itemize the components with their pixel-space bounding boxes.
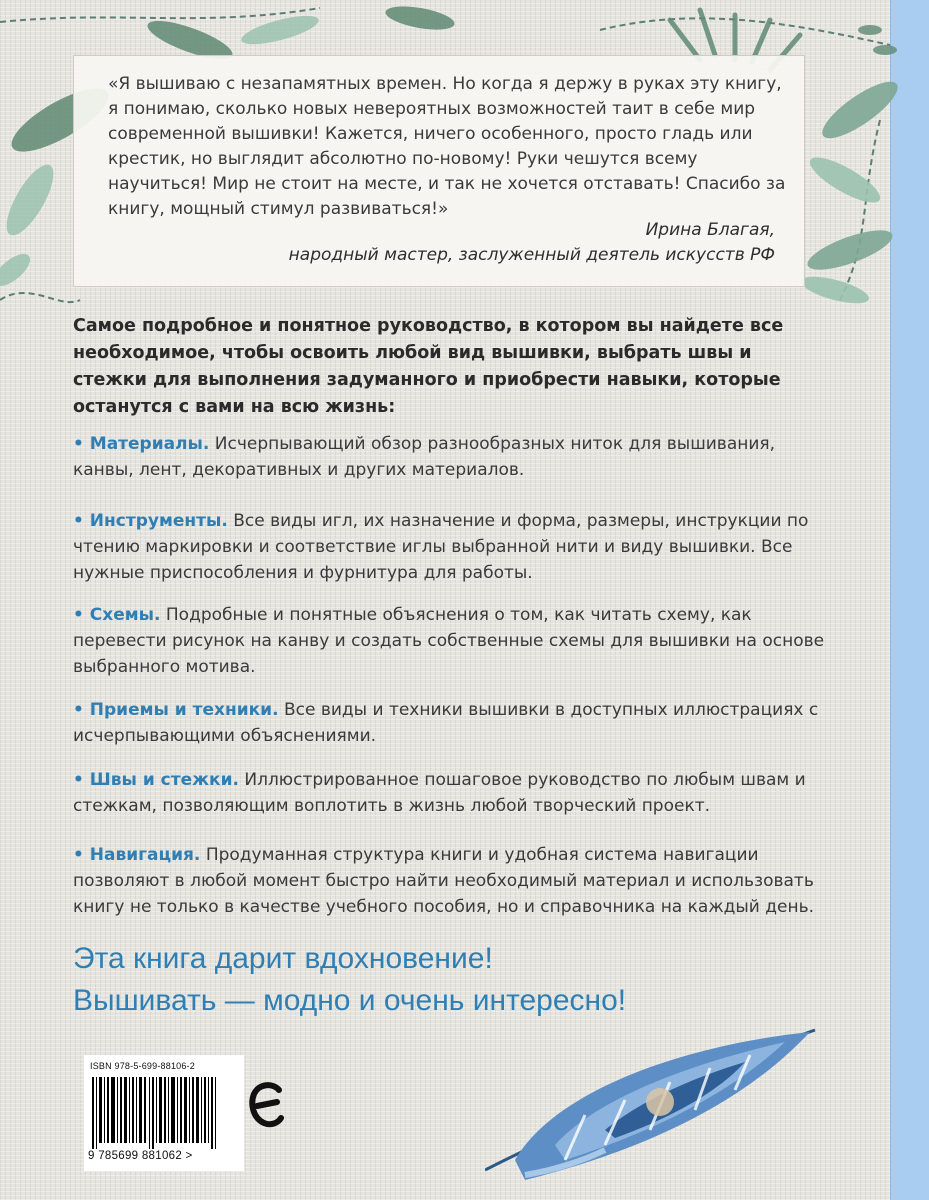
list-item-text: Продуманная структура книги и удобная система навигации позволяют в любой момент быстро найти необходимый материал и использовать книгу не только в качестве учебного пособия, но и справочника на каждый день. [73, 845, 815, 917]
slogan [73, 938, 833, 1022]
quote-text: «Я вышиваю с незапамятных времен. Но когда я держу в руках эту книгу, я понимаю, сколько новых невероятных возможностей таит в себе мир современной вышивки! Кажется, ничего особенного, просто гладь или крестик, но выглядит абсолютно по-новому! Руки чешутся всему научиться! Мир не стоит на месте, и так не хочется отставать! Спасибо за книгу, мощный стимул развиваться!» [108, 74, 786, 219]
quote-author-name: Ирина Благая, [645, 220, 775, 240]
quote-author [289, 218, 775, 268]
slogan-line-2: Вышивать — модно и очень интересно! [73, 984, 627, 1017]
list-item-term: • Швы и стежки. [73, 770, 239, 790]
list-item-materials [73, 431, 833, 483]
intro-paragraph: Самое подробное и понятное руководство, в котором вы найдете все необходимое, чтобы освоить любой вид вышивки, выбрать швы и стежки для выполнения задуманного и приобрести навыки, которые останутся с вами на всю жизнь: [73, 316, 784, 417]
list-item-term: • Инструменты. [73, 511, 228, 531]
list-item-tools [73, 508, 833, 586]
slogan-line-1: Эта книга дарит вдохновение! [73, 942, 493, 975]
list-item-term: • Приемы и техники. [73, 700, 279, 720]
list-item-navigation [73, 842, 833, 920]
list-item-text: Все виды игл, их назначение и форма, размеры, инструкции по чтению маркировки и соответствие иглы выбранной нити и виду вышивки. Все нужные приспособления и фурнитура для работы. [73, 511, 809, 583]
embroidered-feather-icon [485, 1020, 825, 1190]
list-item-text: Все виды и техники вышивки в доступных иллюстрациях с исчерпывающими объяснениями. [73, 700, 819, 746]
barcode-digits: 9 785699 881062 > [88, 1150, 193, 1162]
list-item-stitches [73, 767, 833, 819]
list-item-term: • Схемы. [73, 605, 161, 625]
list-item-term: • Материалы. [73, 434, 210, 454]
barcode-bars-icon [88, 1077, 238, 1149]
eksmo-e-logo-icon [249, 1080, 285, 1130]
isbn-label: ISBN 978-5-699-88106-2 [90, 1061, 195, 1071]
quote-author-title: народный мастер, заслуженный деятель искусств РФ [288, 245, 775, 265]
barcode [84, 1055, 244, 1171]
list-item-schemes [73, 602, 833, 680]
list-item-text: Исчерпывающий обзор разнообразных ниток для вышивания, канвы, лент, декоративных и других материалов. [73, 434, 776, 480]
list-item-term: • Навигация. [73, 845, 201, 865]
list-item-text: Иллюстрированное пошаговое руководство по любым швам и стежкам, позволяющим воплотить в жизнь любой творческий проект. [73, 770, 806, 816]
list-item-techniques [73, 697, 833, 749]
list-item-text: Подробные и понятные объяснения о том, как читать схему, как перевести рисунок на канву и создать собственные схемы для вышивки на основе выбранного мотива. [73, 605, 825, 677]
